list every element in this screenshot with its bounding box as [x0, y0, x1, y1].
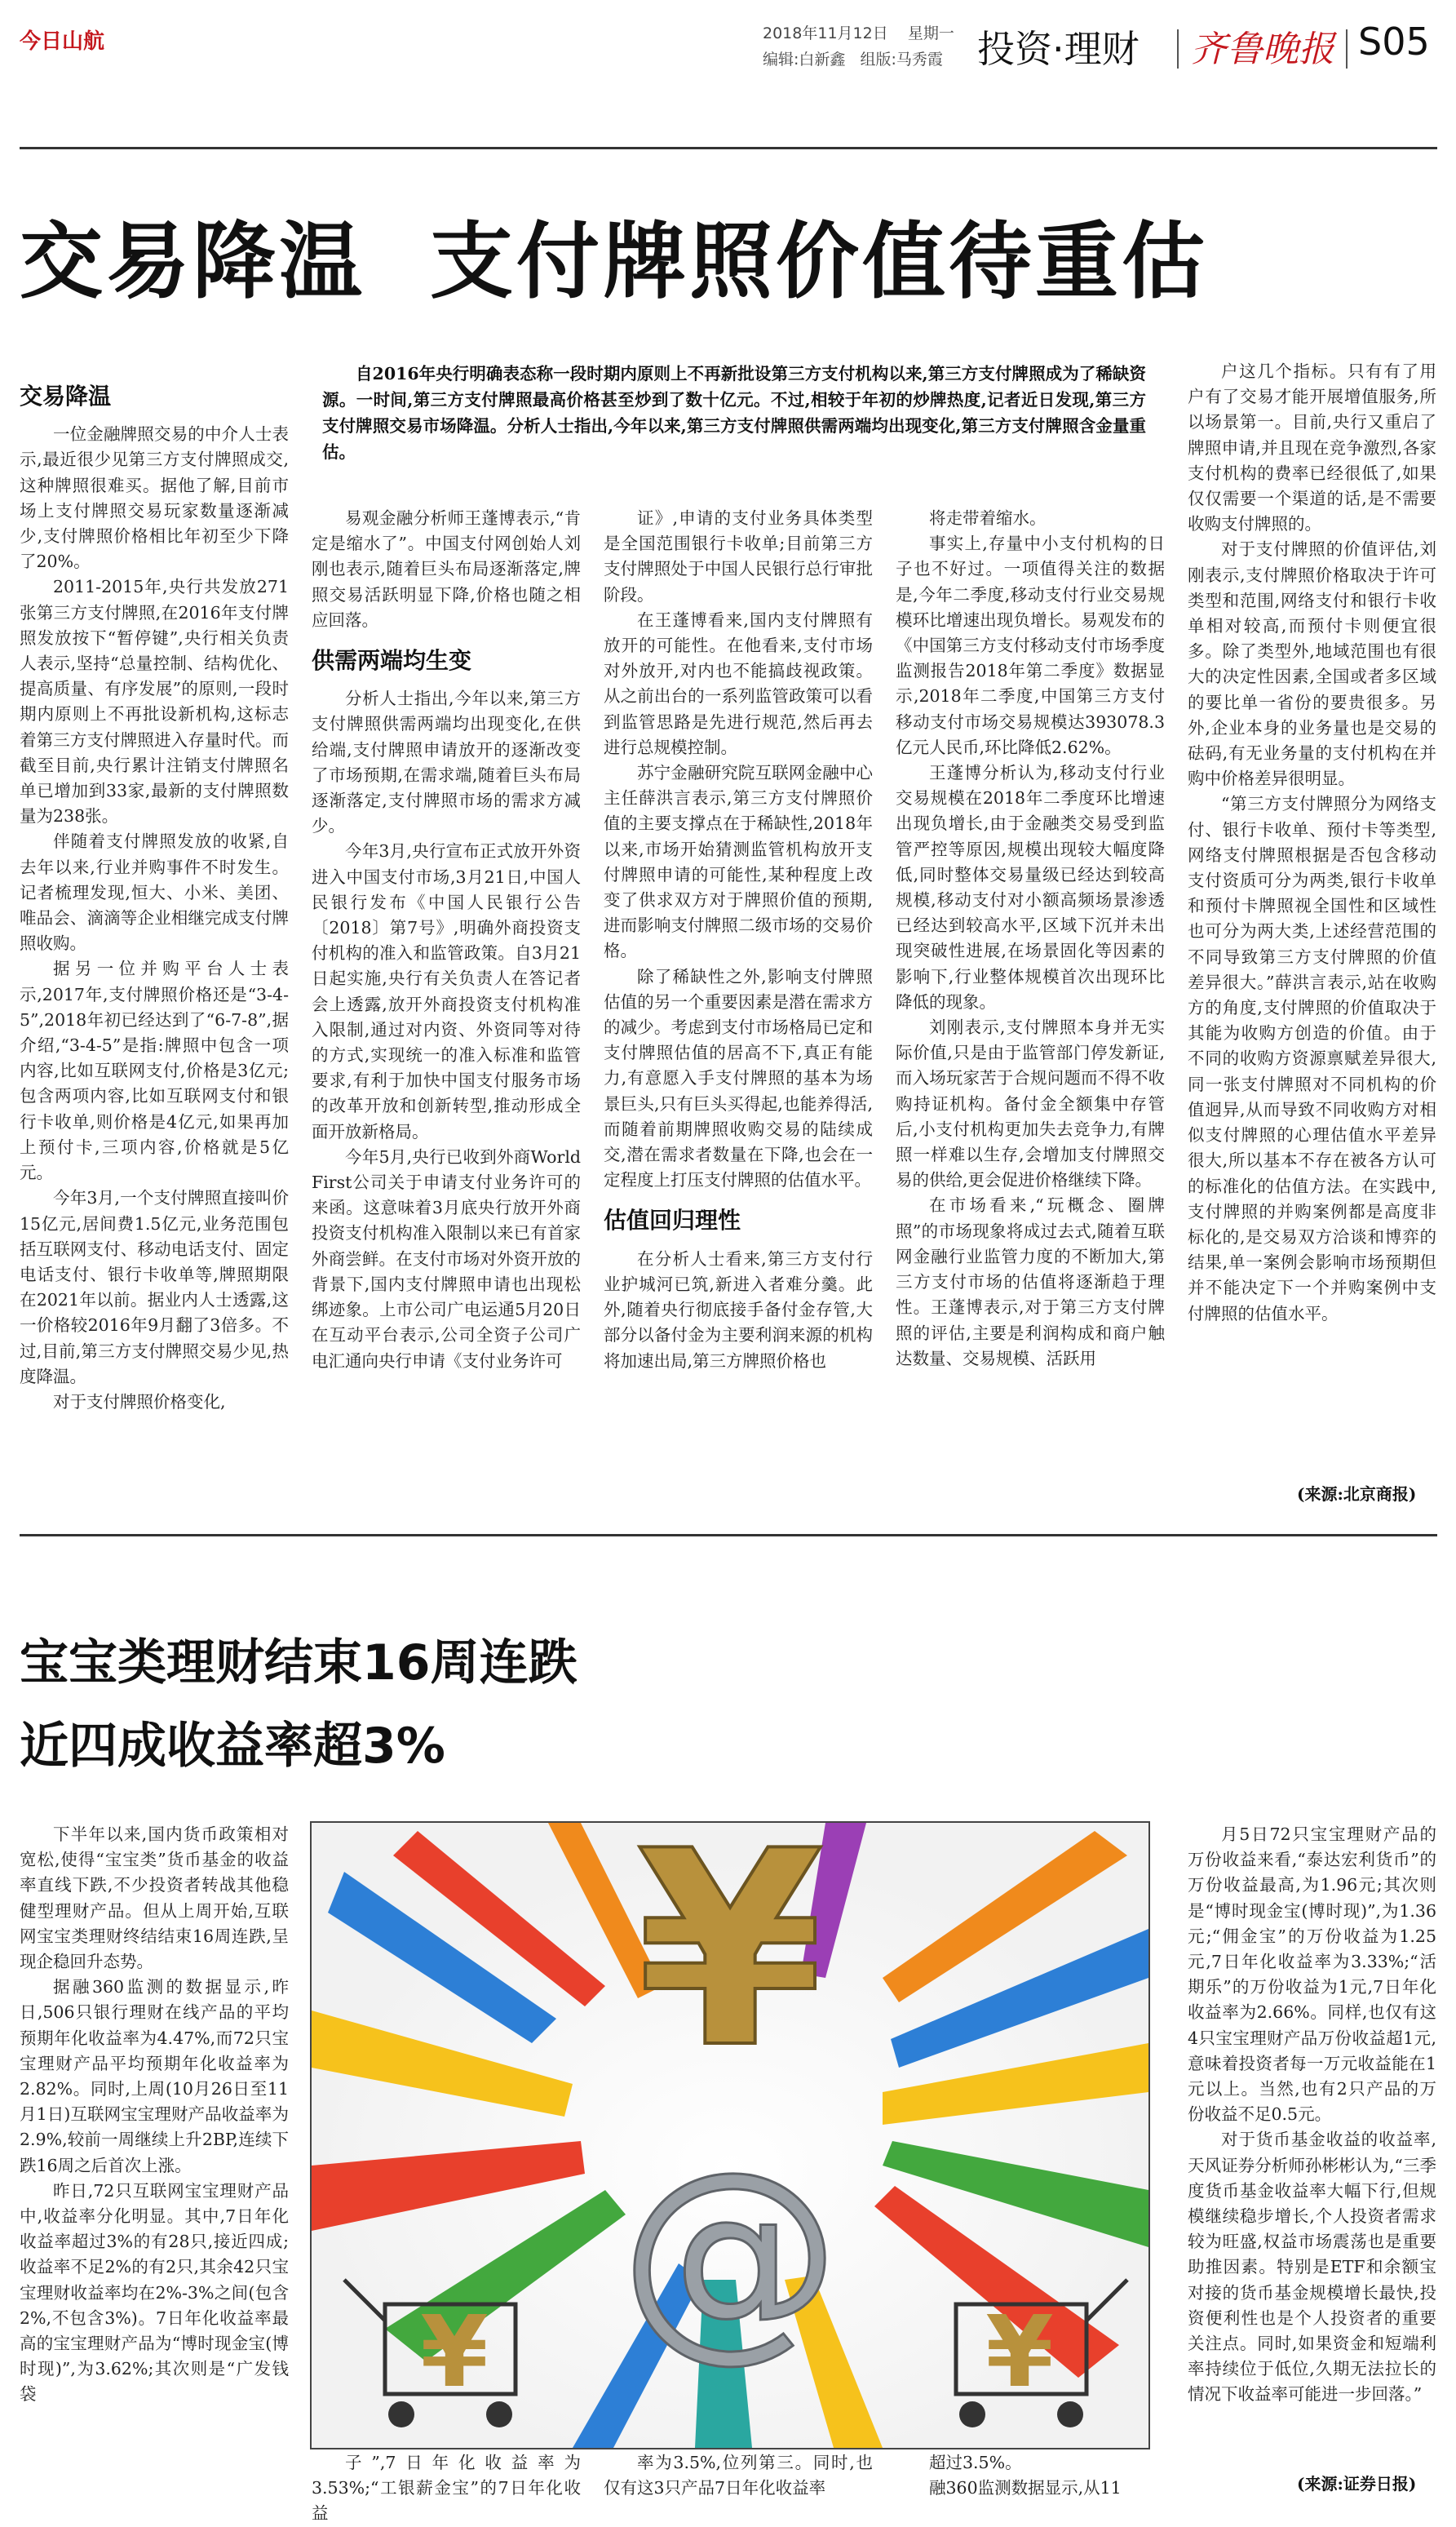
paragraph: 据另一位并购平台人士表示,2017年,支付牌照价格还是“3-4-5”,2018年初已经达到了“6-7-8”,据介绍,“3-4-5”是指:牌照中包含一项内容,比如互联网支付,价格是3亿元;包含两项内容,比如互联网支付和银行卡收单,则价格是4亿元,如果再加上预付卡,三项内容,价格就是5亿元。: [20, 959, 289, 1183]
article-2-column-1: [20, 1822, 289, 2491]
paragraph: 率为3.5%,位列第三。同时,也仅有这3只产品7日年化收益率: [604, 2453, 873, 2498]
paragraph: 分析人士指出,今年以来,第三方支付牌照供需两端均出现变化,在供给端,支付牌照申请放开的逐渐改变了市场预期,在需求端,随着巨头布局逐渐落定,支付牌照市场的需求方减少。: [312, 689, 581, 836]
finance-illustration: [310, 1793, 1150, 2449]
paragraph: 对于支付牌照的价值评估,刘刚表示,支付牌照价格取决于许可类型和范围,网络支付和银行卡收单相对较高,而预付卡则便宜很多。除了类型外,地域范围也有很大的决定性因素,全国或者多区域的要比单一省份的要贵很多。另外,企业本身的业务量也是交易的砝码,有无业务量的支付机构在并购中价格差异很明显。: [1188, 539, 1436, 789]
article-2-headline-line-2: 近四成收益率超3%: [20, 1718, 445, 1775]
header-divider: [1177, 29, 1179, 69]
paragraph: 户这几个指标。只有有了用户有了交易才能开展增值服务,所以场景第一。目前,央行又重启了牌照申请,并且现在竞争激烈,各家支付机构的费率已经很低了,如果仅仅需要一个渠道的话,是不需要收购支付牌照的。: [1188, 361, 1436, 534]
header-rule: [20, 147, 1437, 149]
article-1-column-1: [20, 383, 289, 1506]
paragraph: 王蓬博分析认为,移动支付行业交易规模在2018年二季度环比增速出现负增长,由于金融类交易受到监管严控等原因,规模出现较大幅度降低,同时整体交易量级已经达到较高规模,移动支付对小额高频场景渗透已经达到较高水平,区域下沉并未出现突破性进展,在场景固化等因素的影响下,行业整体规模首次出现环比降低的现象。: [896, 763, 1165, 1012]
article-1-column-2: [312, 506, 581, 1506]
paragraph: 今年3月,央行宣布正式放开外资进入中国支付市场,3月21日,中国人民银行发布《中国人民银行公告〔2018〕第7号》,明确外商投资支付机构的准入和监管政策。自3月21日起实施,央行有关负责人在答记者会上透露,放开外商投资支付机构准入限制,通过对内资、外资同等对待的方式,实现统一的准入标准和监管要求,有利于加快中国支付服务市场的改革开放和创新转型,推动形成全面开放新格局。: [312, 841, 581, 1142]
subheading: 交易降温: [20, 383, 112, 410]
paragraph: 下半年以来,国内货币政策相对宽松,使得“宝宝类”货币基金的收益率直线下跌,不少投资者转战其他稳健型理财产品。但从上周开始,互联网宝宝类理财终结结束16周连跌,呈现企稳回升态势。: [20, 1824, 289, 1972]
designer: 组版:马秀霞: [860, 51, 943, 69]
paragraph: 今年3月,一个支付牌照直接叫价15亿元,居间费1.5亿元,业务范围包括互联网支付、移动电话支付、固定电话支付、银行卡收单等,牌照期限在2021年以前。据业内人士透露,这一价格较2016年9月翻了3倍多。不过,目前,第三方支付牌照交易少见,热度降温。: [20, 1188, 289, 1386]
paragraph: 易观金融分析师王蓬博表示,“肯定是缩水了”。中国支付网创始人刘刚也表示,随着巨头布局逐渐落定,牌照交易活跃明显下降,价格也随之相应回落。: [312, 508, 581, 630]
paragraph: 超过3.5%。: [929, 2453, 1022, 2472]
article-2-source: (来源:证券日报): [1297, 2474, 1417, 2494]
paragraph: 在市场看来,“玩概念、圈牌照”的市场现象将成过去式,随着互联网金融行业监管力度的不断加大,第三方支付市场的估值将逐渐趋于理性。王蓬博表示,对于第三方支付牌照的评估,主要是利润构成和商户触达数量、交易规模、活跃用: [896, 1195, 1165, 1368]
paragraph: “第三方支付牌照分为网络支付、银行卡收单、预付卡等类型,网络支付牌照根据是否包含移动支付资质可分为两类,银行卡收单和预付卡牌照视全国性和区域性也可分为两大类,上述经营范围的不同导致第三方支付牌照的价值差异很大。”薛洪言表示,站在收购方的角度,支付牌照的价值取决于其能为收购方创造的价值。由于不同的收购方资源禀赋差异很大,同一张支付牌照对不同机构的价值迥异,从而导致不同收购方对相似支付牌照的心理估值水平差异很大,所以基本不存在被各方认可的标准化的估值方法。在实践中,支付牌照的并购案例都是高度非标化的,是交易双方洽谈和博弈的结果,单一案例会影响市场预期但并不能决定下一个并购案例中支付牌照的估值水平。: [1188, 794, 1436, 1323]
illustration-svg: [312, 1793, 1148, 2448]
article-1-source: (来源:北京商报): [1297, 1484, 1417, 1504]
article-1-lead: 自2016年央行明确表态称一段时期内原则上不再新批设第三方支付机构以来,第三方支付牌照成为了稀缺资源。一时间,第三方支付牌照最高价格甚至炒到了数十亿元。不过,相较于年初的炒牌热度,记者近日发现,第三方支付牌照交易市场降温。分析人士指出,今年以来,第三方支付牌照供需两端均出现变化,第三方支付牌照含金量重估。: [322, 364, 1146, 462]
weekday: 星期一: [907, 24, 954, 42]
at-icon: @: [620, 2124, 840, 2381]
article-1-column-4: [896, 506, 1165, 1506]
yuan-icon: ¥: [636, 1793, 824, 2107]
article-2-column-2: [312, 2450, 581, 2524]
subheading: 供需两端均生变: [312, 647, 472, 675]
article-2-headline-line-1: 宝宝类理财结束16周连跌: [20, 1634, 578, 1691]
cart-yuan-right: ¥: [985, 2296, 1054, 2410]
paragraph: 月5日72只宝宝理财产品的万份收益来看,“泰达宏利货币”的万份收益最高,为1.96元;其次则是“博时现金宝(博时现)”,为1.36元;“佣金宝”的万份收益为1.25元,7日年化收益率为3.33%;“活期乐”的万份收益为1元,7日年化收益率为2.66%。同样,也仅有这4只宝宝理财产品万份收益超1元,意味着投资者每一万元收益能在1元以上。当然,也有2只产品的万份收益不足0.5元。: [1188, 1824, 1436, 2125]
paragraph: 事实上,存量中小支付机构的日子也不好过。一项值得关注的数据是,今年二季度,移动支付行业交易规模环比增速出现负增长。易观发布的《中国第三方支付移动支付市场季度监测报告2018年第二季度》数据显示,2018年二季度,中国第三方支付移动支付市场交易规模达393078.3亿元人民币,环比降低2.62%。: [896, 534, 1165, 757]
paragraph: 据融360监测的数据显示,昨日,506只银行理财在线产品的平均预期年化收益率为4.47%,而72只宝宝理财产品平均预期年化收益率为2.82%。同时,上周(10月26日至11月1日)互联网宝宝理财产品收益率为2.9%,较前一周继续上升2BP,连续下跌16周之后首次上涨。: [20, 1977, 289, 2175]
article-1-column-3: [604, 506, 873, 1506]
header-divider-2: [1346, 29, 1348, 69]
section-name: 投资·理财: [977, 27, 1140, 71]
article-2-column-5: [1188, 1822, 1436, 2467]
paragraph: 除了稀缺性之外,影响支付牌照估值的另一个重要因素是潜在需求方的减少。考虑到支付市场格局已定和支付牌照估值的居高不下,真正有能力,有意愿入手支付牌照的基本为场景巨头,只有巨头买得起,也能养得活,而随着前期牌照收购交易的陆续成交,潜在需求者数量在下降,也会在一定程度上打压支付牌照的估值水平。: [604, 966, 873, 1190]
section-tag: 今日山航: [20, 29, 105, 54]
paragraph: 一位金融牌照交易的中介人士表示,最近很少见第三方支付牌照成交,这种牌照很难买。据他了解,目前市场上支付牌照交易玩家数量逐渐减少,支付牌照价格相比年初至少下降了20%。: [20, 424, 289, 572]
paragraph: 在分析人士看来,第三方支付行业护城河已筑,新进入者难分羹。此外,随着央行彻底接手备付金存管,大部分以备付金为主要利润来源的机构将加速出局,第三方牌照价格也: [604, 1248, 873, 1371]
date-line: [763, 21, 954, 43]
page-number: S05: [1358, 20, 1430, 64]
paragraph: 伴随着支付牌照发放的收紧,自去年以来,行业并购事件不时发生。记者梳理发现,恒大、小米、美团、唯品会、滴滴等企业相继完成支付牌照收购。: [20, 831, 289, 954]
paragraph: 对于支付牌照价格变化,: [53, 1391, 226, 1412]
newspaper-logo: 齐鲁晚报: [1191, 29, 1334, 70]
article-1-column-5: [1188, 359, 1436, 1477]
article-1-headline: 交易降温 支付牌照价值待重估: [20, 214, 1209, 311]
paragraph: 将走带着缩水。: [929, 508, 1047, 528]
paragraph: 证》,申请的支付业务具体类型是全国范围银行卡收单;目前第三方支付牌照处于中国人民银行总行审批阶段。: [604, 508, 873, 605]
paragraph: 昨日,72只互联网宝宝理财产品中,收益率分化明显。其中,7日年化收益率超过3%的有28只,接近四成;收益率不足2%的有2只,其余42只宝宝理财收益率均在2%-3%之间(包含2%,不包含3%)。7日年化收益率最高的宝宝理财产品为“博时现金宝(博时现)”,为3.62%;其次则是“广发钱袋: [20, 2180, 289, 2405]
article-2-column-4: [896, 2450, 1165, 2499]
paragraph: 2011-2015年,央行共发放271张第三方支付牌照,在2016年支付牌照发放按下“暂停键”,央行相关负责人表示,坚持“总量控制、结构优化、提高质量、有序发展”的原则,一段时期内原则上不再批设新机构,这标志着第三方支付牌照进入存量时代。而截至目前,央行累计注销支付牌照名单已增加到33家,最新的支付牌照数量为238张。: [20, 577, 289, 827]
paragraph: 今年5月,央行已收到外商World First公司关于申请支付业务许可的来函。这意味着3月底央行放开外商投资支付机构准入限制以来已有首家外商尝鲜。在支付市场对外资开放的背景下,国内支付牌照申请也出现松绑迹象。上市公司广电运通5月20日在互动平台表示,公司全资子公司广电汇通向央行申请《支付业务许可: [312, 1146, 581, 1371]
article-2-column-3: [604, 2450, 873, 2499]
date: 2018年11月12日: [763, 24, 888, 42]
paragraph: 对于货币基金收益的收益率,天风证券分析师孙彬彬认为,“三季度货币基金收益率大幅下行,但规模继续稳步增长,个人投资者需求较为旺盛,权益市场震荡也是重要助推因素。特别是ETF和余额宝对接的货币基金规模增长最快,投资便利性也是个人投资者的重要关注点。同时,如果资金和短端利率持续位于低位,久期无法拉长的情况下收益率可能进一步回落。”: [1188, 2130, 1436, 2405]
editor-line: [763, 47, 943, 69]
cart-yuan-left: ¥: [420, 2296, 489, 2410]
paragraph: 苏宁金融研究院互联网金融中心主任薛洪言表示,第三方支付牌照价值的主要支撑点在于稀缺性,2018年以来,市场开始猜测监管机构放开支付牌照申请的可能性,某种程度上改变了供求双方对于牌照价值的预期,进而影响支付牌照二级市场的交易价格。: [604, 763, 873, 961]
paragraph: 刘刚表示,支付牌照本身并无实际价值,只是由于监管部门停发新证,而入场玩家苦于合规问题而不得不收购持证机构。备付金全额集中存管后,小支付机构更加失去竞争力,有牌照一样难以生存,会增加支付牌照交易的供给,更会促进价格继续下降。: [896, 1017, 1165, 1190]
subheading: 估值回归理性: [604, 1207, 741, 1235]
paragraph: 子”,7日年化收益率为3.53%;“工银薪金宝”的7日年化收益: [312, 2453, 581, 2524]
paragraph: 融360监测数据显示,从11: [929, 2478, 1122, 2498]
editor: 编辑:白新鑫: [763, 51, 846, 69]
article-divider: [20, 1534, 1437, 1536]
paragraph: 在王蓬博看来,国内支付牌照有放开的可能性。在他看来,支付市场对外放开,对内也不能搞歧视政策。从之前出台的一系列监管政策可以看到监管思路是先进行规范,然后再去进行总规模控制。: [604, 610, 873, 757]
